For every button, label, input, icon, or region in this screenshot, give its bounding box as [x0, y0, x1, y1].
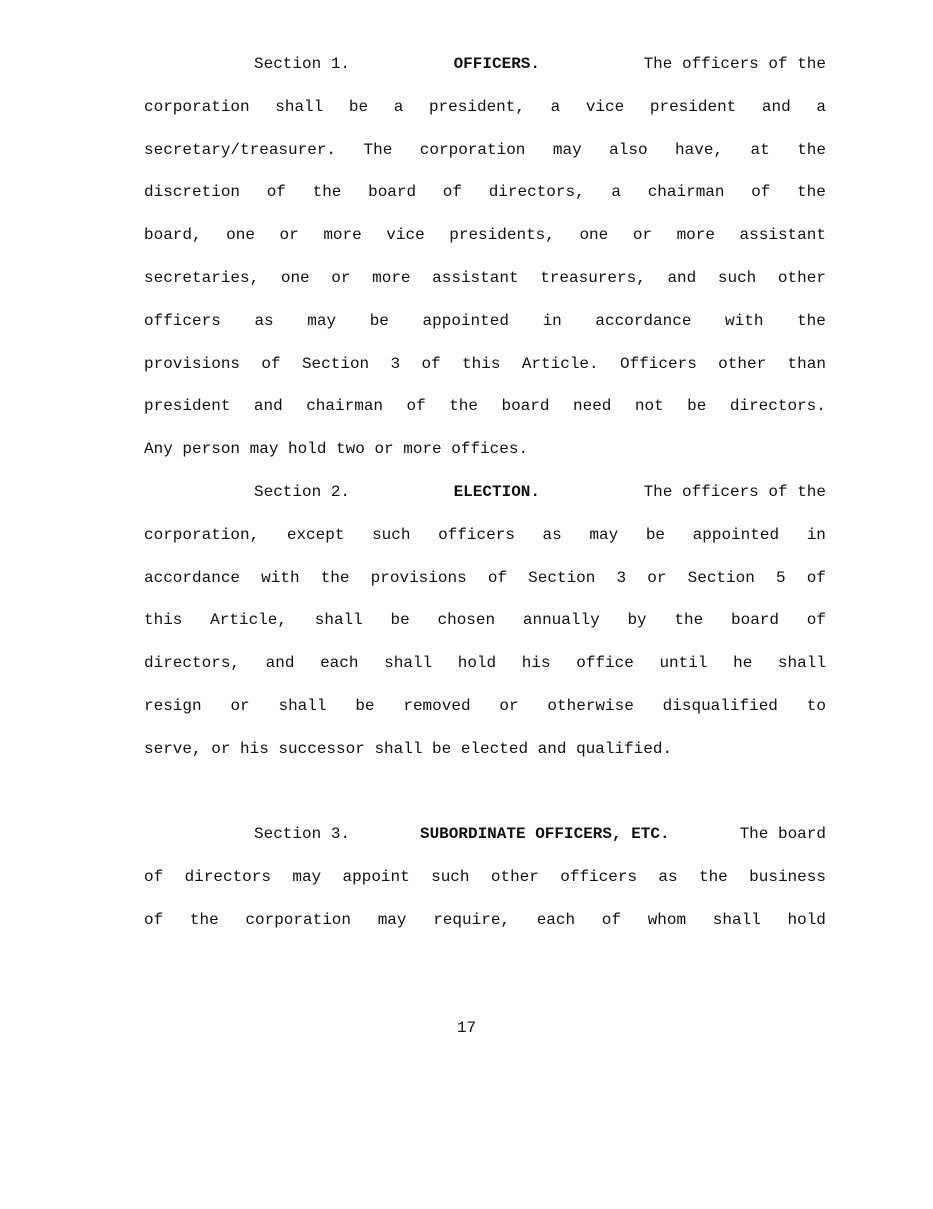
word: the — [797, 183, 826, 202]
word: assistant — [432, 268, 519, 287]
word: shall — [314, 611, 363, 630]
word: secretaries, — [144, 268, 260, 287]
word: chairman — [306, 397, 384, 416]
word: be — [390, 611, 410, 630]
section-3-label: Section 3. — [254, 825, 351, 844]
word: to — [806, 696, 826, 715]
word: need — [572, 397, 612, 416]
word: and — [667, 268, 697, 287]
section-2-line — [144, 599, 826, 642]
word: such — [372, 525, 411, 544]
word: more — [372, 268, 411, 287]
section-1-line — [144, 257, 826, 300]
word: directors, — [144, 654, 241, 673]
word: Article, — [210, 611, 287, 630]
word: one — [280, 268, 310, 287]
word: in — [806, 525, 826, 544]
word: of — [266, 183, 286, 202]
word: corporation — [419, 140, 526, 159]
word: or — [279, 226, 299, 245]
word: of — [751, 183, 771, 202]
word: have, — [675, 140, 724, 159]
section-1-line — [144, 86, 826, 129]
word: board — [368, 183, 417, 202]
word: or — [647, 568, 667, 587]
word: appointed — [692, 525, 780, 544]
word: Article. — [521, 354, 599, 373]
word: a — [816, 97, 826, 116]
word: of — [442, 183, 462, 202]
section-1-line — [144, 171, 826, 214]
word: assistant — [739, 226, 826, 245]
word: by — [627, 611, 647, 630]
word: shall — [384, 654, 433, 673]
word: the — [674, 611, 704, 630]
section-2-line — [144, 557, 826, 600]
word: may — [552, 140, 582, 159]
word: treasurers, — [540, 268, 646, 287]
word: such — [717, 268, 757, 287]
word: a — [611, 183, 621, 202]
section-3-line — [144, 899, 826, 942]
word: whom — [647, 910, 687, 929]
word: not — [634, 397, 664, 416]
word: one — [579, 226, 609, 245]
word: officers — [144, 311, 221, 330]
word: president, — [428, 97, 525, 116]
word: annually — [522, 611, 600, 630]
word: directors, — [488, 183, 585, 202]
word: he — [733, 654, 753, 673]
word: discretion — [144, 183, 241, 202]
word: shall — [712, 910, 761, 929]
section-1-line — [144, 385, 826, 428]
word: be — [355, 696, 375, 715]
word: chairman — [647, 183, 725, 202]
word: may — [292, 868, 322, 887]
word: provisions — [144, 354, 241, 373]
word: be — [369, 311, 389, 330]
word: and — [253, 397, 283, 416]
bylaws-body — [144, 43, 826, 942]
word: directors. — [729, 397, 826, 416]
section-1-first-line-rest: The officers of the — [643, 55, 826, 73]
word: appoint — [342, 868, 410, 887]
word: be — [348, 97, 369, 116]
section-2-heading-line — [144, 471, 826, 514]
word: the — [698, 868, 728, 887]
word: each — [320, 654, 359, 673]
word: this — [144, 611, 183, 630]
word: of — [144, 868, 164, 887]
word: may — [307, 311, 337, 330]
section-2-line — [144, 642, 826, 685]
word: accordance — [595, 311, 692, 330]
word: shall — [278, 696, 327, 715]
word: appointed — [422, 311, 509, 330]
word: at — [750, 140, 770, 159]
word: directors — [184, 868, 271, 887]
word: this — [462, 354, 501, 373]
word: as — [658, 868, 678, 887]
word: president — [649, 97, 737, 116]
word: until — [659, 654, 708, 673]
section-1-line — [144, 343, 826, 386]
word: of — [406, 397, 426, 416]
word: with — [725, 311, 764, 330]
word: vice — [585, 97, 625, 116]
word: of — [144, 910, 164, 929]
word: or — [230, 696, 250, 715]
word: with — [261, 568, 300, 587]
word: presidents, — [449, 226, 555, 245]
word: president — [144, 397, 231, 416]
word: may — [377, 910, 407, 929]
word: other — [777, 268, 826, 287]
word: Section — [528, 568, 596, 587]
word: the — [797, 140, 826, 159]
word: of — [806, 568, 826, 587]
page-number: 17 — [456, 1019, 477, 1037]
word: hold — [787, 910, 826, 929]
word: disqualified — [662, 696, 778, 715]
word: 5 — [775, 568, 786, 587]
word: of — [806, 611, 826, 630]
word: and — [265, 654, 295, 673]
section-2-last-line: serve, or his successor shall be elected and qualified. — [144, 739, 673, 758]
word: require, — [433, 910, 511, 929]
word: and — [761, 97, 791, 116]
word: vice — [386, 226, 425, 245]
section-3-line — [144, 856, 826, 899]
word: board — [731, 611, 780, 630]
word: the — [449, 397, 478, 416]
word: shall — [275, 97, 324, 116]
word: office — [576, 654, 634, 673]
section-2-label: Section 2. — [254, 482, 351, 501]
word: Officers — [619, 354, 697, 373]
word: of — [601, 910, 621, 929]
word: or — [499, 696, 519, 715]
word: of — [487, 568, 508, 587]
word: of — [261, 354, 281, 373]
word: the — [189, 910, 219, 929]
word: corporation — [144, 97, 250, 116]
word: officers — [560, 868, 638, 887]
section-1-line — [144, 300, 826, 343]
word: one — [226, 226, 255, 245]
word: other — [490, 868, 539, 887]
section-1-label: Section 1. — [254, 55, 351, 73]
word: be — [645, 525, 666, 544]
word: more — [676, 226, 715, 245]
section-1-line — [144, 129, 826, 172]
word: 3 — [390, 354, 401, 373]
word: corporation, — [144, 525, 260, 544]
word: hold — [457, 654, 497, 673]
section-2-line — [144, 514, 826, 557]
word: provisions — [370, 568, 467, 587]
section-2-title: ELECTION. — [453, 482, 540, 501]
section-2-first-line-rest: The officers of the — [643, 482, 826, 501]
word: board, — [144, 226, 202, 245]
section-1-title: OFFICERS. — [453, 55, 540, 73]
word: be — [687, 397, 707, 416]
section-3-heading-line — [144, 813, 826, 856]
word: the — [797, 311, 826, 330]
word: 3 — [616, 568, 627, 587]
word: secretary/treasurer. — [144, 140, 337, 159]
word: board — [501, 397, 550, 416]
word: Section — [301, 354, 370, 373]
word: in — [542, 311, 562, 330]
word: each — [536, 910, 576, 929]
word: a — [550, 97, 561, 116]
word: Section — [687, 568, 755, 587]
word: may — [589, 525, 619, 544]
word: resign — [144, 696, 202, 715]
word: accordance — [144, 568, 241, 587]
word: the — [320, 568, 350, 587]
word: of — [421, 354, 441, 373]
word: a — [393, 97, 404, 116]
section-1-heading-line — [144, 43, 826, 86]
word: chosen — [437, 611, 496, 630]
word: shall — [777, 654, 826, 673]
section-2-line — [144, 685, 826, 728]
word: officers — [438, 525, 515, 544]
word: the — [312, 183, 342, 202]
word: except — [286, 525, 345, 544]
word: removed — [403, 696, 471, 715]
section-1-last-line: Any person may hold two or more offices. — [144, 440, 529, 459]
word: as — [542, 525, 562, 544]
section-3-first-line-rest: The board — [739, 825, 826, 844]
section-1-line — [144, 214, 826, 257]
word: otherwise — [547, 696, 634, 715]
word: other — [718, 354, 767, 373]
word: more — [323, 226, 362, 245]
word: his — [521, 654, 551, 673]
word: also — [609, 140, 648, 159]
word: or — [331, 268, 351, 287]
word: business — [749, 868, 826, 887]
word: than — [787, 354, 826, 373]
word: corporation — [245, 910, 352, 929]
word: or — [632, 226, 653, 245]
word: as — [254, 311, 274, 330]
word: such — [431, 868, 470, 887]
word: The — [363, 140, 393, 159]
section-3-title: SUBORDINATE OFFICERS, ETC. — [419, 825, 670, 844]
